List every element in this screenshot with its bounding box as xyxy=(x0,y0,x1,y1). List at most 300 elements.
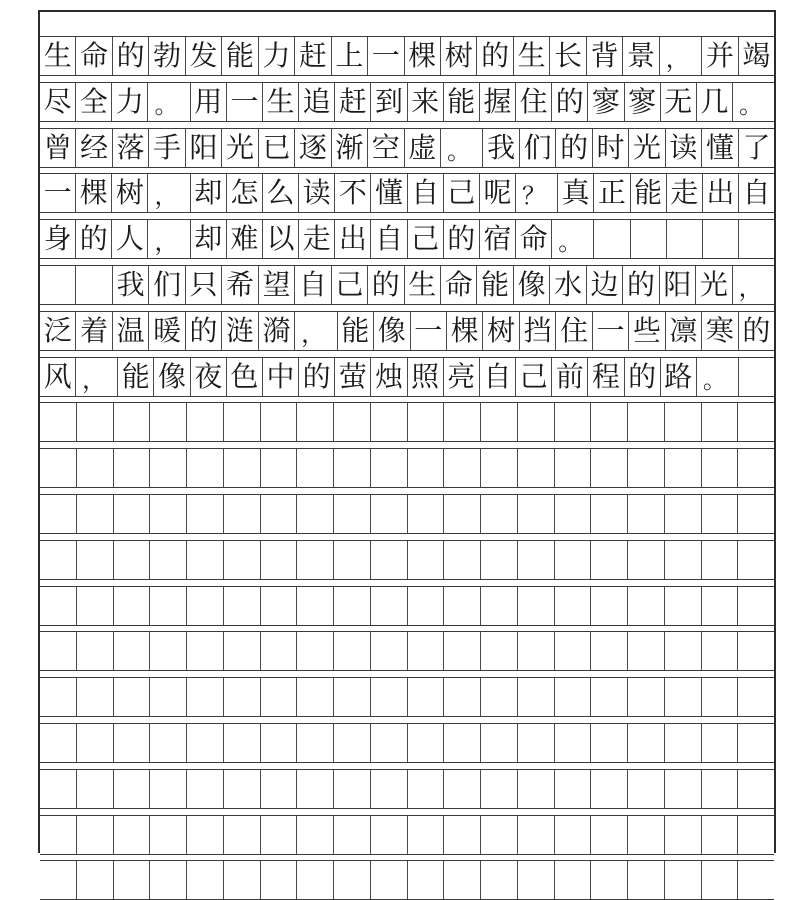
grid-cell: 能 xyxy=(630,174,666,212)
grid-cell: 呢 xyxy=(479,174,515,212)
grid-cell: 懂 xyxy=(370,174,406,212)
grid-cell xyxy=(480,403,517,441)
grid-cell xyxy=(149,724,186,762)
grid-cell xyxy=(186,770,223,808)
grid-cell xyxy=(443,541,480,579)
grid-cell: 么 xyxy=(262,174,298,212)
grid-cell xyxy=(517,861,554,899)
grid-cell: 却 xyxy=(190,220,226,258)
grid-cell xyxy=(40,678,76,716)
grid-cell xyxy=(113,861,150,899)
grid-cell: 读 xyxy=(298,174,334,212)
grid-cell xyxy=(186,403,223,441)
grid-cell: 懂 xyxy=(701,129,737,167)
grid-cell xyxy=(627,632,664,670)
grid-row xyxy=(40,448,774,488)
grid-cell xyxy=(664,678,701,716)
grid-row xyxy=(40,219,774,259)
grid-cell xyxy=(113,632,150,670)
grid-cell xyxy=(186,632,223,670)
grid-cell xyxy=(149,403,186,441)
grid-cell xyxy=(370,495,407,533)
grid-cell: 几 xyxy=(696,83,732,121)
grid-cell xyxy=(627,541,664,579)
grid-cell xyxy=(554,449,591,487)
grid-cell: 虚 xyxy=(404,129,440,167)
grid-cell xyxy=(370,770,407,808)
grid-cell: 已 xyxy=(258,129,294,167)
grid-cell xyxy=(223,403,260,441)
grid-cell xyxy=(113,403,150,441)
grid-cell: 像 xyxy=(153,358,189,396)
grid-cell: 亮 xyxy=(443,358,479,396)
grid-cell xyxy=(480,724,517,762)
grid-cell xyxy=(554,403,591,441)
grid-cell xyxy=(260,724,297,762)
grid-cell xyxy=(76,587,113,625)
grid-cell xyxy=(737,632,774,670)
grid-cell xyxy=(76,770,113,808)
grid-cell xyxy=(737,495,774,533)
grid-cell xyxy=(149,632,186,670)
grid-cell xyxy=(627,403,664,441)
grid-cell xyxy=(407,632,444,670)
grid-cell: ， xyxy=(147,220,189,258)
grid-cell: 色 xyxy=(226,358,262,396)
grid-cell xyxy=(370,403,407,441)
grid-cell: 。 xyxy=(696,358,738,396)
grid-cell xyxy=(480,861,517,899)
grid-cell: 一 xyxy=(410,312,446,350)
grid-cell: 宿 xyxy=(479,220,515,258)
grid-cell: 空 xyxy=(367,129,403,167)
grid-cell: 己 xyxy=(515,358,551,396)
grid-cell xyxy=(443,861,480,899)
grid-row xyxy=(40,265,774,305)
grid-cell xyxy=(554,816,591,854)
grid-cell: 泛 xyxy=(43,313,72,347)
grid-cell xyxy=(260,770,297,808)
grid-cell: 住 xyxy=(555,312,591,350)
grid-cell xyxy=(113,770,150,808)
grid-cell xyxy=(149,678,186,716)
grid-cell: ， xyxy=(75,358,117,396)
grid-cell xyxy=(590,632,627,670)
grid-cell: ， xyxy=(732,266,774,304)
grid-cell: 的 xyxy=(443,220,479,258)
grid-cell xyxy=(664,770,701,808)
grid-cell: 棵 xyxy=(446,312,482,350)
grid-cell: 赶 xyxy=(294,37,330,75)
grid-cell xyxy=(40,861,76,899)
grid-cell: 落 xyxy=(112,129,148,167)
grid-cell xyxy=(407,541,444,579)
grid-cell xyxy=(113,816,150,854)
grid-row xyxy=(40,494,774,534)
grid-cell xyxy=(554,632,591,670)
grid-cell: 水 xyxy=(549,266,585,304)
grid-row xyxy=(40,586,774,626)
grid-cell: 却 xyxy=(190,174,226,212)
grid-row xyxy=(40,860,774,900)
grid-cell: 竭 xyxy=(738,37,774,75)
grid-cell: 的 xyxy=(298,358,334,396)
grid-row xyxy=(40,631,774,671)
grid-cell xyxy=(40,403,76,441)
grid-cell xyxy=(296,861,333,899)
grid-cell: 的 xyxy=(624,358,660,396)
grid-cell: 能 xyxy=(476,266,512,304)
grid-cell xyxy=(407,449,444,487)
grid-cell xyxy=(443,495,480,533)
grid-cell xyxy=(40,816,76,854)
grid-cell: 走 xyxy=(298,220,334,258)
grid-cell xyxy=(333,632,370,670)
grid-cell xyxy=(370,449,407,487)
grid-cell: 自 xyxy=(370,220,406,258)
grid-cell: 出 xyxy=(334,220,370,258)
grid-cell: 一 xyxy=(226,83,262,121)
grid-cell xyxy=(480,632,517,670)
grid-cell xyxy=(407,724,444,762)
grid-cell: 寥 xyxy=(587,83,623,121)
grid-cell xyxy=(296,632,333,670)
grid-cell xyxy=(370,861,407,899)
grid-cell: 棵 xyxy=(75,174,111,212)
grid-cell: 些 xyxy=(628,312,664,350)
grid-cell xyxy=(76,724,113,762)
grid-cell xyxy=(443,770,480,808)
grid-cell: 渐 xyxy=(331,129,367,167)
grid-cell xyxy=(149,587,186,625)
grid-cell xyxy=(296,816,333,854)
grid-cell: 烛 xyxy=(370,358,406,396)
grid-cell: 像 xyxy=(373,312,409,350)
grid-cell xyxy=(40,449,76,487)
grid-cell xyxy=(333,495,370,533)
grid-cell xyxy=(480,770,517,808)
grid-cell xyxy=(738,220,774,258)
grid-cell xyxy=(186,816,223,854)
grid-cell: 树 xyxy=(440,37,476,75)
grid-cell: 路 xyxy=(660,358,696,396)
grid-cell xyxy=(554,861,591,899)
grid-cell xyxy=(443,816,480,854)
grid-cell: 不 xyxy=(334,174,370,212)
grid-cell xyxy=(407,770,444,808)
grid-row xyxy=(40,357,774,397)
grid-cell: 漪 xyxy=(258,312,294,350)
grid-cell xyxy=(296,724,333,762)
grid-cell xyxy=(480,816,517,854)
grid-cell xyxy=(260,816,297,854)
grid-cell: 长 xyxy=(549,37,585,75)
grid-cell: 。 xyxy=(551,220,593,258)
grid-cell: 。 xyxy=(732,83,774,121)
grid-cell xyxy=(370,678,407,716)
grid-row xyxy=(40,173,774,213)
grid-cell xyxy=(260,541,297,579)
grid-cell: 经 xyxy=(75,129,111,167)
grid-cell xyxy=(630,220,666,258)
grid-cell: 能 xyxy=(221,37,257,75)
grid-cell: 一 xyxy=(43,176,72,210)
grid-cell xyxy=(443,449,480,487)
sheet-right-border xyxy=(774,10,776,853)
grid-cell xyxy=(517,541,554,579)
grid-cell xyxy=(370,541,407,579)
grid-cell: 阳 xyxy=(185,129,221,167)
grid-cell xyxy=(40,770,76,808)
grid-cell xyxy=(590,724,627,762)
grid-cell: 前 xyxy=(551,358,587,396)
grid-cell xyxy=(480,678,517,716)
grid-cell xyxy=(517,587,554,625)
grid-cell: 命 xyxy=(75,37,111,75)
grid-cell xyxy=(737,403,774,441)
grid-cell xyxy=(75,266,111,304)
grid-cell: 用 xyxy=(190,83,226,121)
grid-cell xyxy=(333,724,370,762)
grid-cell: 背 xyxy=(586,37,622,75)
grid-cell: 的 xyxy=(555,129,591,167)
grid-cell: 逐 xyxy=(294,129,330,167)
grid-cell: 勃 xyxy=(148,37,184,75)
grid-cell xyxy=(407,816,444,854)
grid-cell xyxy=(701,495,738,533)
grid-cell: 照 xyxy=(407,358,443,396)
grid-cell xyxy=(260,449,297,487)
grid-cell xyxy=(554,678,591,716)
grid-cell xyxy=(223,816,260,854)
grid-cell xyxy=(590,678,627,716)
grid-cell xyxy=(113,449,150,487)
grid-cell xyxy=(738,358,774,396)
grid-cell xyxy=(517,770,554,808)
grid-cell xyxy=(627,449,664,487)
grid-cell xyxy=(664,861,701,899)
grid-cell xyxy=(260,403,297,441)
grid-cell: 自 xyxy=(479,358,515,396)
grid-cell: ， xyxy=(294,312,336,350)
grid-cell xyxy=(701,632,738,670)
grid-cell xyxy=(333,449,370,487)
grid-row xyxy=(40,677,774,717)
grid-row xyxy=(40,402,774,442)
grid-row xyxy=(40,815,774,855)
grid-cell: 己 xyxy=(443,174,479,212)
grid-cell xyxy=(186,678,223,716)
grid-cell xyxy=(223,541,260,579)
grid-cell: 一 xyxy=(367,37,403,75)
grid-cell: 上 xyxy=(331,37,367,75)
grid-cell xyxy=(517,449,554,487)
grid-cell: 望 xyxy=(258,266,294,304)
grid-cell xyxy=(480,587,517,625)
grid-cell: 阳 xyxy=(659,266,695,304)
grid-cell: 的 xyxy=(551,83,587,121)
grid-cell xyxy=(627,770,664,808)
grid-cell xyxy=(149,449,186,487)
grid-cell xyxy=(407,495,444,533)
grid-cell xyxy=(407,403,444,441)
grid-cell: 曾 xyxy=(43,130,72,164)
grid-cell: 正 xyxy=(593,174,629,212)
grid-cell: 到 xyxy=(370,83,406,121)
grid-cell: 握 xyxy=(479,83,515,121)
grid-cell xyxy=(590,541,627,579)
grid-cell: 己 xyxy=(407,220,443,258)
grid-cell: 光 xyxy=(628,129,664,167)
grid-cell xyxy=(76,495,113,533)
grid-cell: 命 xyxy=(440,266,476,304)
grid-cell xyxy=(296,587,333,625)
grid-cell xyxy=(260,495,297,533)
grid-cell: 真 xyxy=(557,174,593,212)
grid-cell xyxy=(333,861,370,899)
grid-cell: 人 xyxy=(111,220,147,258)
grid-cell xyxy=(76,861,113,899)
grid-cell xyxy=(701,449,738,487)
grid-cell: 树 xyxy=(482,312,518,350)
grid-cell xyxy=(701,678,738,716)
grid-cell: 寒 xyxy=(701,312,737,350)
grid-cell: 们 xyxy=(148,266,184,304)
grid-cell xyxy=(664,541,701,579)
grid-cell: 我 xyxy=(482,129,518,167)
grid-cell xyxy=(149,495,186,533)
grid-cell: ？ xyxy=(515,174,557,212)
grid-cell: 寥 xyxy=(624,83,660,121)
grid-cell: 自 xyxy=(738,174,774,212)
grid-cell: 程 xyxy=(587,358,623,396)
grid-cell: 己 xyxy=(331,266,367,304)
grid-cell: 住 xyxy=(515,83,551,121)
grid-cell xyxy=(701,770,738,808)
grid-cell xyxy=(737,587,774,625)
grid-cell xyxy=(260,861,297,899)
grid-cell xyxy=(664,449,701,487)
grid-cell: 力 xyxy=(111,83,147,121)
grid-cell xyxy=(554,495,591,533)
grid-cell: 读 xyxy=(665,129,701,167)
grid-cell xyxy=(737,678,774,716)
grid-row xyxy=(40,723,774,763)
grid-cell xyxy=(701,861,738,899)
grid-cell xyxy=(664,403,701,441)
grid-cell: 生 xyxy=(43,39,72,72)
grid-cell: 出 xyxy=(702,174,738,212)
grid-cell xyxy=(333,678,370,716)
grid-cell xyxy=(480,495,517,533)
grid-cell: ， xyxy=(659,37,701,75)
grid-cell xyxy=(407,861,444,899)
grid-cell xyxy=(186,449,223,487)
grid-cell: 并 xyxy=(701,37,737,75)
grid-cell: 能 xyxy=(443,83,479,121)
grid-cell xyxy=(443,403,480,441)
grid-cell: 以 xyxy=(262,220,298,258)
grid-cell: 怎 xyxy=(226,174,262,212)
grid-cell xyxy=(737,770,774,808)
grid-cell: 景 xyxy=(622,37,658,75)
grid-cell xyxy=(443,587,480,625)
grid-cell xyxy=(333,587,370,625)
grid-cell xyxy=(76,816,113,854)
grid-cell xyxy=(223,678,260,716)
grid-cell xyxy=(627,724,664,762)
grid-cell xyxy=(701,541,738,579)
grid-cell: 尽 xyxy=(43,84,72,118)
grid-cell: 的 xyxy=(75,220,111,258)
grid-cell xyxy=(480,449,517,487)
grid-cell xyxy=(296,495,333,533)
grid-cell xyxy=(627,678,664,716)
grid-cell xyxy=(76,632,113,670)
grid-cell xyxy=(701,403,738,441)
grid-cell: 赶 xyxy=(334,83,370,121)
grid-cell xyxy=(40,724,76,762)
grid-cell: 棵 xyxy=(404,37,440,75)
grid-cell xyxy=(113,541,150,579)
grid-cell xyxy=(40,541,76,579)
grid-cell: 的 xyxy=(622,266,658,304)
grid-cell xyxy=(627,816,664,854)
grid-cell: ， xyxy=(147,174,189,212)
grid-cell xyxy=(590,449,627,487)
grid-cell xyxy=(664,632,701,670)
grid-cell xyxy=(701,816,738,854)
grid-row xyxy=(40,540,774,580)
sheet-top-border xyxy=(38,10,776,12)
grid-cell: 凛 xyxy=(665,312,701,350)
grid-cell: 我 xyxy=(112,266,148,304)
grid-cell xyxy=(296,770,333,808)
grid-cell: 走 xyxy=(666,174,702,212)
grid-cell xyxy=(223,587,260,625)
grid-cell xyxy=(113,587,150,625)
grid-cell xyxy=(590,495,627,533)
grid-cell xyxy=(40,587,76,625)
grid-cell xyxy=(76,678,113,716)
grid-cell xyxy=(296,541,333,579)
grid-cell xyxy=(260,587,297,625)
grid-cell: 的 xyxy=(112,37,148,75)
grid-cell: 挡 xyxy=(519,312,555,350)
grid-cell: 只 xyxy=(185,266,221,304)
grid-cell xyxy=(737,449,774,487)
grid-cell xyxy=(370,724,407,762)
grid-cell: 涟 xyxy=(221,312,257,350)
grid-cell xyxy=(333,403,370,441)
grid-cell xyxy=(260,632,297,670)
grid-row xyxy=(40,128,774,168)
grid-cell xyxy=(370,816,407,854)
grid-cell: 生 xyxy=(513,37,549,75)
grid-cell xyxy=(296,403,333,441)
grid-cell xyxy=(76,449,113,487)
grid-cell xyxy=(590,587,627,625)
grid-cell: 光 xyxy=(695,266,731,304)
grid-cell xyxy=(333,770,370,808)
grid-cell: 边 xyxy=(586,266,622,304)
grid-cell: 了 xyxy=(738,129,774,167)
grid-cell: 能 xyxy=(337,312,373,350)
grid-cell: 命 xyxy=(515,220,551,258)
grid-cell: 萤 xyxy=(334,358,370,396)
grid-cell: 生 xyxy=(262,83,298,121)
grid-cell xyxy=(737,816,774,854)
